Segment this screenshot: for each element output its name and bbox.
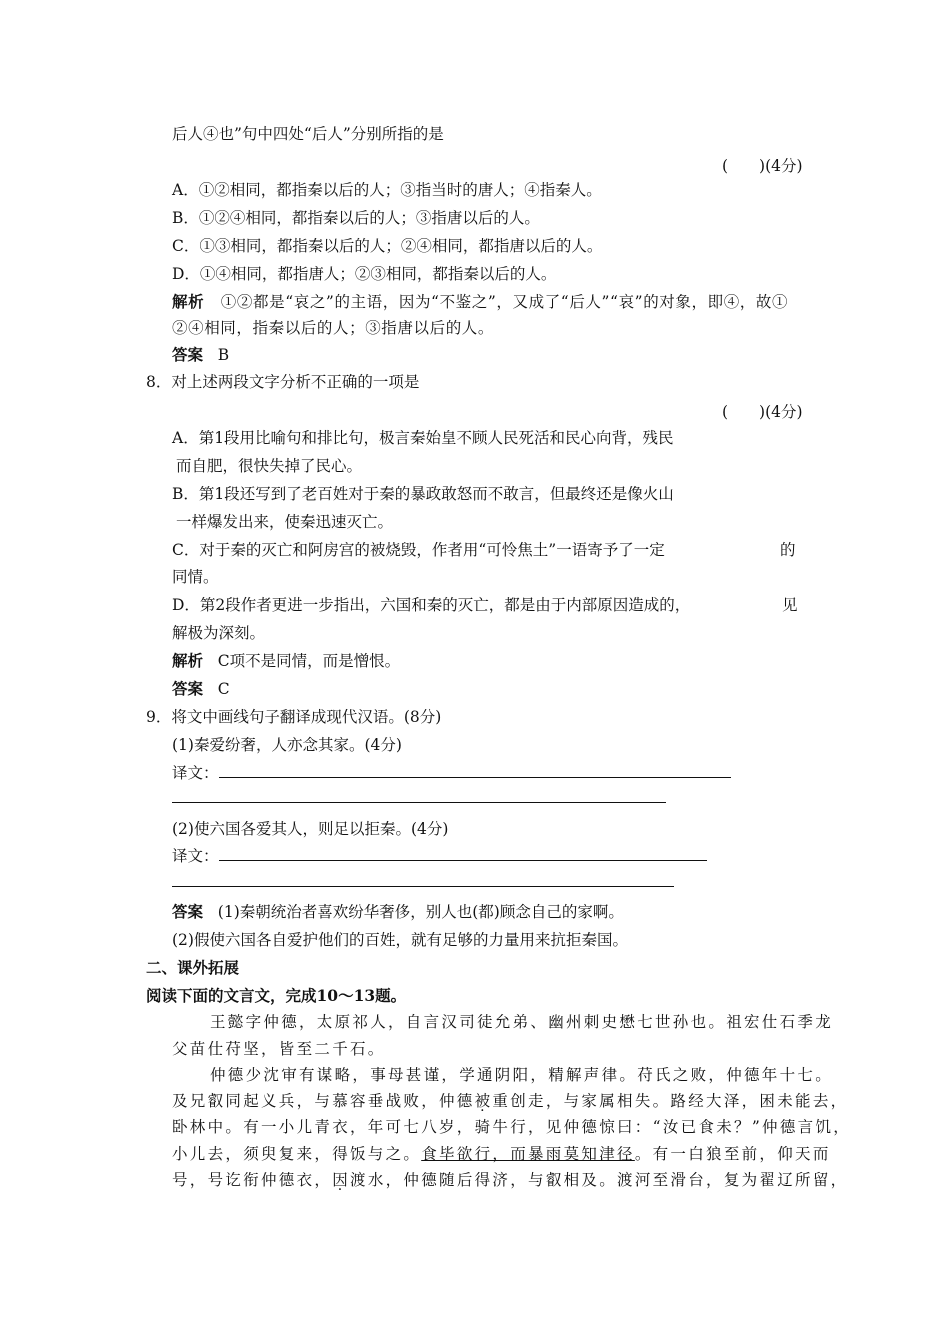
q7-answer-value: B <box>217 346 230 364</box>
passage-p2-line4-b: 。有一白狼至前，仰天而 <box>634 1145 831 1163</box>
q9-translate-label-2: 译文： <box>172 847 219 865</box>
q8-answer-value: C <box>217 680 230 698</box>
q8-option-d-tail: 见 <box>782 596 798 614</box>
q9-answer-text-2: (2)假使六国各自爱护他们的百姓，就有足够的力量用来抗拒秦国。 <box>172 931 628 949</box>
q7-analysis-text-1: ①②都是“哀之”的主语，因为“不鉴之”，又成了“后人”“哀”的对象，即④，故① <box>220 293 789 311</box>
q7-option-d: D．①④相同，都指唐人；②③相同，都指秦以后的人。 <box>172 265 557 283</box>
q8-option-d-line1: D．第2段作者更进一步指出，六国和秦的灭亡，都是由于内部原因造成的， <box>172 596 691 614</box>
q7-answer <box>172 345 229 365</box>
q7-answer-bracket: ( )(4分) <box>722 157 803 175</box>
passage-p2-line4 <box>172 1144 831 1164</box>
q7-analysis <box>172 292 788 312</box>
q9-translate-label-1: 译文： <box>172 764 219 782</box>
q7-option-c: C．①③相同，都指秦以后的人；②④相同，都指唐以后的人。 <box>172 237 603 255</box>
q8-option-d-line2: 解极为深刻。 <box>172 624 266 642</box>
passage-p2-line5-b: 渡水，仲德随后得济，与叡相及。渡河至滑台，复为翟辽所留， <box>350 1171 849 1189</box>
q8-option-a-line2: 而自肥，很快失掉了民心。 <box>176 457 363 475</box>
passage-p2-line2-a: 及兄叡同起义兵，与慕容垂战败，仲德 <box>172 1092 475 1110</box>
q8-option-a-line1: A．第1段用比喻句和排比句，极言秦始皇不顾人民死活和民心向背，残民 <box>172 429 674 447</box>
passage-p2-line5 <box>172 1170 848 1190</box>
q9-sub2: (2)使六国各爱其人，则足以拒秦。(4分) <box>172 820 449 838</box>
q8-option-b-line2: 一样爆发出来，使秦迅速灭亡。 <box>176 513 394 531</box>
q7-analysis-text-2: ②④相同，指秦以后的人；③指唐以后的人。 <box>172 319 495 337</box>
section-heading: 二、课外拓展 <box>146 958 240 977</box>
q8-option-c-line2: 同情。 <box>172 568 219 586</box>
q9-answer-blank-1a[interactable] <box>219 763 731 778</box>
passage-p2-line1: 仲德少沈审有谋略，事母甚谨，学通阴阳，精解声律。苻氏之败，仲德年十七。 <box>210 1066 834 1084</box>
q9-translate-row-1 <box>172 763 731 783</box>
q8-analysis-text: C项不是同情，而是憎恨。 <box>217 652 401 670</box>
passage-p1-line2: 父苗仕苻坚，皆至二千石。 <box>172 1040 386 1058</box>
q8-option-c-line1: C．对于秦的灭亡和阿房宫的被烧毁，作者用“可怜焦土”一语寄予了一定 <box>172 541 665 559</box>
q8-analysis-label: 解析 <box>172 651 204 670</box>
q7-option-a: A．①②相同，都指秦以后的人；③指当时的唐人；④指秦人。 <box>172 181 602 199</box>
q8-analysis <box>172 651 400 671</box>
section-instruction: 阅读下面的文言文，完成10～13题。 <box>146 986 407 1005</box>
q9-answer-blank-2a[interactable] <box>219 846 707 861</box>
q9-answer-blank-2b[interactable] <box>172 872 674 887</box>
q8-option-c-tail: 的 <box>780 541 796 559</box>
passage-p2-line3: 卧林中。有一小儿青衣，年可七八岁，骑牛行，见仲德惊曰：“汝已食未？”仲德言饥， <box>172 1118 852 1136</box>
q7-stem-tail: 后人④也”句中四处“后人”分别所指的是 <box>172 125 444 143</box>
q9-answer-text-1: (1)秦朝统治者喜欢纷华奢侈，别人也(都)顾念自己的家啊。 <box>217 903 624 921</box>
q9-stem: 9．将文中画线句子翻译成现代汉语。(8分) <box>146 708 442 726</box>
q9-answer-blank-1b[interactable] <box>172 788 666 803</box>
q9-sub1: (1)秦爱纷奢，人亦念其家。(4分) <box>172 736 402 754</box>
passage-p2-line5-a: 号，号讫衔仲德衣， <box>172 1171 333 1189</box>
q9-answer-1 <box>172 902 624 922</box>
q7-option-b: B．①②④相同，都指秦以后的人；③指唐以后的人。 <box>172 209 540 227</box>
q8-stem: 8．对上述两段文字分析不正确的一项是 <box>146 373 420 391</box>
q7-answer-label: 答案 <box>172 345 204 364</box>
q9-answer-label: 答案 <box>172 902 204 921</box>
passage-emphasis-bei: 被 <box>474 1092 493 1110</box>
q9-translate-row-2 <box>172 846 707 866</box>
q8-answer <box>172 679 230 699</box>
passage-p2-line2 <box>172 1091 848 1111</box>
q7-analysis-label: 解析 <box>172 292 205 311</box>
passage-underlined-sentence: 食毕欲行，而暴雨莫知津径 <box>421 1145 635 1163</box>
passage-p1-line1: 王懿字仲德，太原祁人，自言汉司徒允弟、幽州刺史懋七世孙也。祖宏仕石季龙 <box>210 1013 834 1031</box>
q8-answer-label: 答案 <box>172 679 204 698</box>
q8-option-b-line1: B．第1段还写到了老百姓对于秦的暴政敢怒而不敢言，但最终还是像火山 <box>172 485 674 503</box>
passage-emphasis-yin: 因 <box>332 1171 351 1189</box>
q8-answer-bracket: ( )(4分) <box>722 403 803 421</box>
passage-p2-line4-a: 小儿去，须臾复来，得饭与之。 <box>172 1145 422 1163</box>
passage-p2-line2-b: 重创走，与家属相失。路经大泽，困未能去， <box>492 1092 849 1110</box>
